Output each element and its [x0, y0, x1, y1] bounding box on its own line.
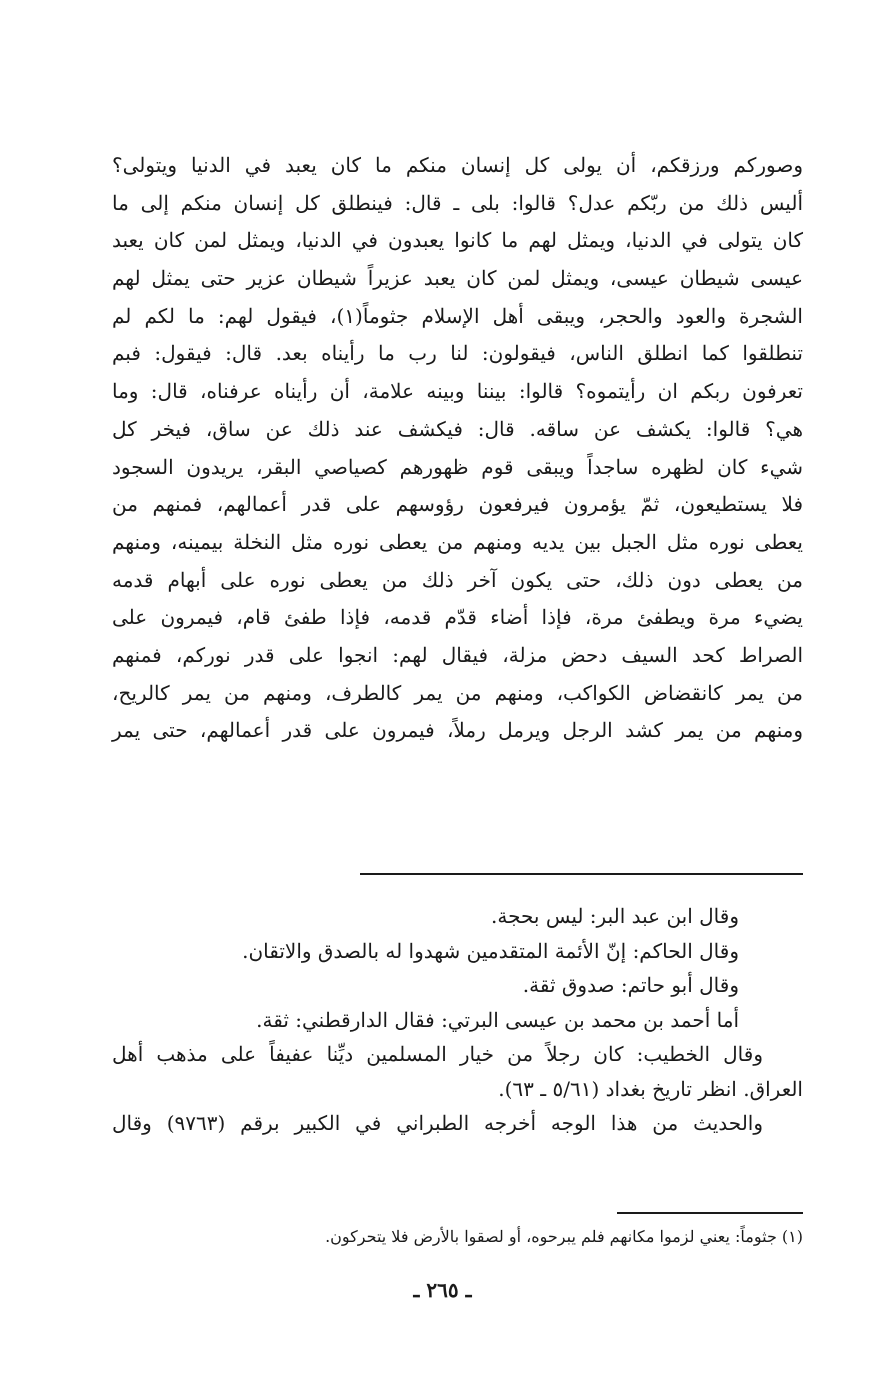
note-line: العراق. انظر تاريخ بغداد (٥/٦١ ـ ٦٣).: [498, 1076, 803, 1101]
note-line: وقال ابن عبد البر: ليس بحجة.: [491, 904, 739, 928]
main-text-line: عيسى شيطان عيسى، ويمثل لمن كان يعبد عزيراً شيطان عزير حتى يمثل لهم: [112, 266, 803, 291]
main-text-line: كان يتولى في الدنيا، ويمثل لهم ما كانوا يعبدون في الدنيا، ويمثل لمن كان يعبد: [112, 228, 803, 253]
main-text-line: تعرفون ربكم ان رأيتموه؟ قالوا: بيننا وبينه علامة، أن رأيناه عرفناه، قال: وما: [112, 379, 803, 404]
main-text-line: يعطى نوره مثل الجبل بين يديه ومنهم من يعطى نوره مثل النخلة بيمينه، ومنهم: [112, 529, 803, 554]
main-text-line: هي؟ قالوا: يكشف عن ساقه. قال: فيكشف عند ذلك عن ساق، فيخر كل: [112, 416, 803, 441]
note-line: أما أحمد بن محمد بن عيسى البرتي: فقال الدارقطني: ثقة.: [256, 1007, 739, 1032]
note-line: وقال الخطيب: كان رجلاً من خيار المسلمين ديِّنا عفيفاً على مذهب أهل: [112, 1042, 763, 1066]
notes-divider: [360, 873, 803, 875]
main-text-line: شيء كان لظهره ساجداً ويبقى قوم ظهورهم كصياصي البقر، يريدون السجود: [112, 454, 803, 479]
main-text-line: تنطلقوا كما انطلق الناس، فيقولون: لنا رب ما رأيناه بعد. قال: فيقول: فبم: [112, 341, 803, 366]
page-number: ـ ٢٦٥ ـ: [413, 1278, 472, 1302]
main-text-line: الصراط كحد السيف دحض مزلة، فيقال لهم: انجوا على قدر نوركم، فمنهم: [112, 642, 803, 667]
note-line: وقال أبو حاتم: صدوق ثقة.: [522, 973, 739, 997]
main-text-line: فلا يستطيعون، ثمّ يؤمرون فيرفعون رؤوسهم على قدر أعمالهم، فمنهم من: [112, 492, 803, 517]
footnote-divider: [617, 1212, 803, 1214]
main-text-line: ومنهم من يمر كشد الرجل ويرمل رملاً، فيمرون على قدر أعمالهم، حتى يمر: [112, 718, 803, 743]
note-line: وقال الحاكم: إنّ الأئمة المتقدمين شهدوا له بالصدق والاتقان.: [242, 938, 739, 963]
main-text-block: [112, 147, 803, 750]
notes-block: [112, 899, 803, 1141]
main-text-line: أليس ذلك من ربّكم عدل؟ قالوا: بلى ـ قال: فينطلق كل إنسان منكم إلى ما: [112, 190, 803, 215]
main-text-line: يضيء مرة ويطفئ مرة، فإذا أضاء قدّم قدمه، فإذا طفئ قام، فيمرون على: [112, 605, 803, 630]
main-text-line: من يعطى دون ذلك، حتى يكون آخر ذلك من يعطى نوره على أبهام قدمه: [112, 567, 803, 592]
main-text-line: وصوركم ورزقكم، أن يولى كل إنسان منكم ما كان يعبد في الدنيا ويتولى؟: [112, 153, 803, 177]
main-text-line: الشجرة والعود والحجر، ويبقى أهل الإسلام جثوماً(١)، فيقول لهم: ما لكم لم: [112, 303, 803, 328]
footnote: (١) جثوماً: يعني لزموا مكانهم فلم يبرحوه، أو لصقوا بالأرض فلا يتحركون.: [325, 1227, 803, 1246]
note-line: والحديث من هذا الوجه أخرجه الطبراني في الكبير برقم (٩٧٦٣) وقال: [112, 1111, 763, 1135]
main-text-line: من يمر كانقضاض الكواكب، ومنهم من يمر كالطرف، ومنهم من يمر كالريح،: [112, 680, 803, 705]
